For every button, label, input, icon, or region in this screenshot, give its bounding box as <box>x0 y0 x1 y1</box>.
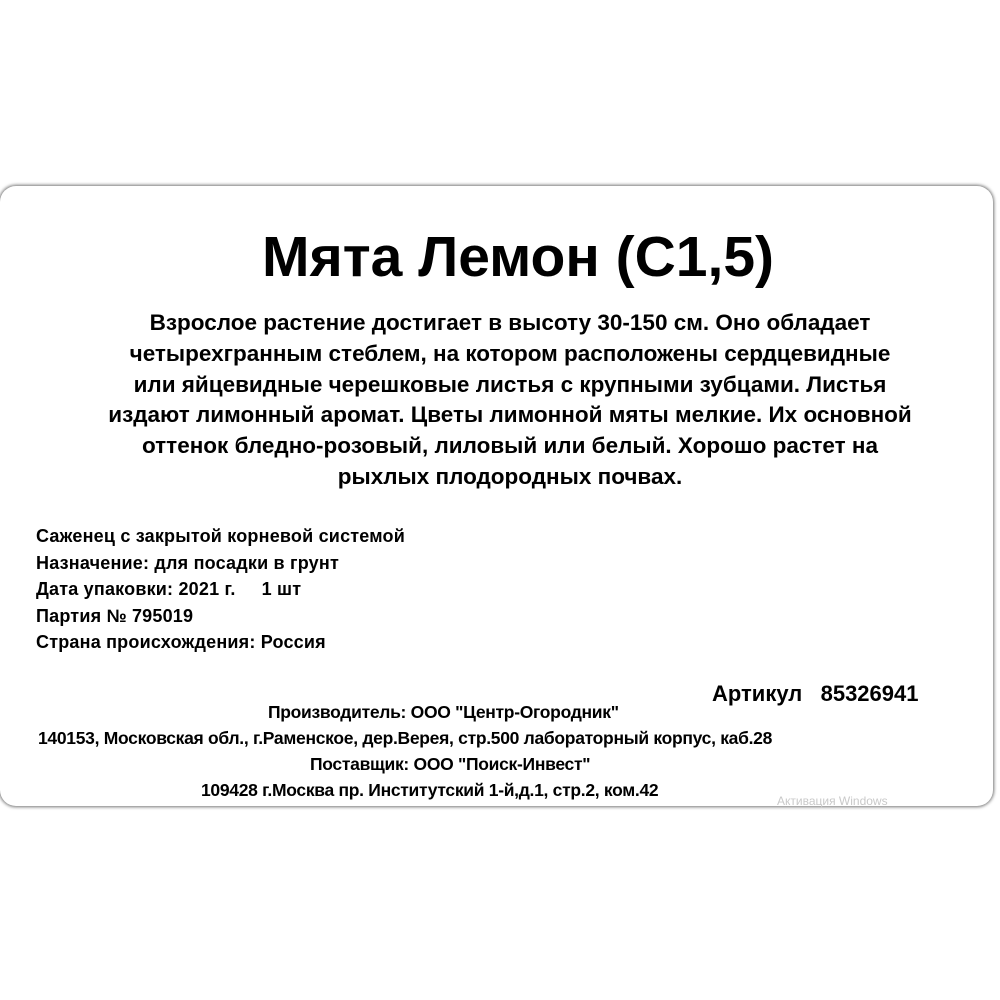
product-description <box>30 308 990 493</box>
manufacturer-name: Производитель: ООО "Центр-Огородник" <box>268 702 619 722</box>
description-line: Взрослое растение достигает в высоту 30-150 см. Оно обладает <box>149 310 871 335</box>
description-line: или яйцевидные черешковые листья с крупными зубцами. Листья <box>133 371 887 397</box>
batch-number: Партия № 795019 <box>36 605 194 626</box>
article-number: Артикул 85326941 <box>712 681 919 706</box>
description-line: оттенок бледно-розовый, лиловый или белый. Хорошо растет на <box>141 433 878 459</box>
product-label <box>0 186 993 806</box>
seedling-type: Саженец с закрытой корневой системой <box>36 526 406 546</box>
windows-activation-watermark: Активация Windows <box>777 794 888 808</box>
description-line: четырехгранным стеблем, на котором расположены сердцевидные <box>129 340 891 366</box>
manufacturer-address: 140153, Московская обл., г.Раменское, дер.Верея, стр.500 лабораторный корпус, каб.28 <box>38 728 773 748</box>
description-line: рыхлых плодородных почвах. <box>337 463 683 489</box>
product-title: Мята Лемон (С1,5) <box>262 225 774 289</box>
origin-country: Страна происхождения: Россия <box>36 632 326 652</box>
supplier-address: 109428 г.Москва пр. Институтский 1-й,д.1, стр.2, ком.42 <box>201 780 659 800</box>
packing-date-quantity: Дата упаковки: 2021 г. 1 шт <box>36 579 302 599</box>
supplier-name: Поставщик: ООО "Поиск-Инвест" <box>310 754 591 774</box>
purpose: Назначение: для посадки в грунт <box>36 552 339 573</box>
description-line: издают лимонный аромат. Цветы лимонной мяты мелкие. Их основной <box>108 402 912 428</box>
product-info-list <box>36 523 405 656</box>
